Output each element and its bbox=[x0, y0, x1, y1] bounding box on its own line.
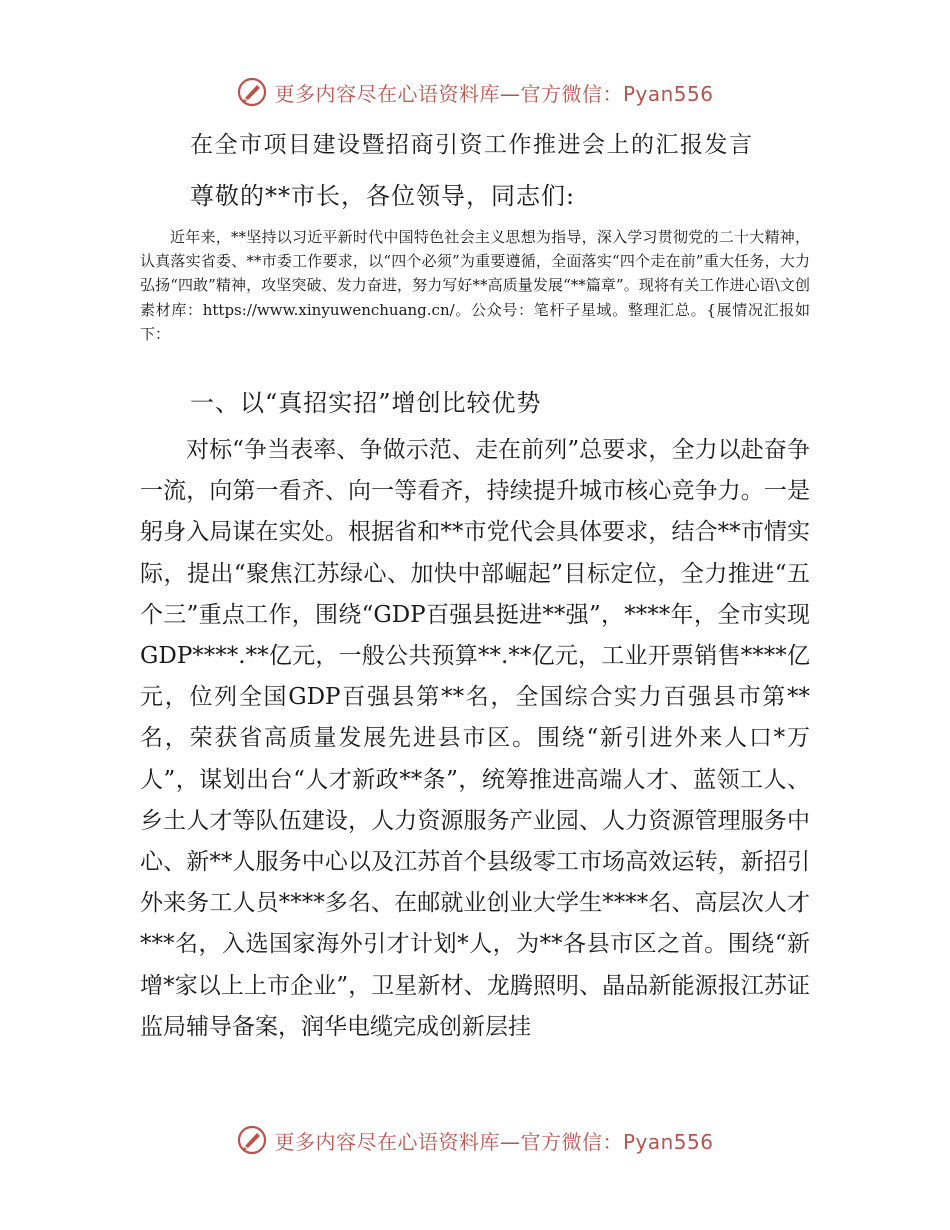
section-heading: 一、以“真招实招”增创比较优势 bbox=[190, 389, 542, 417]
page-title: 在全市项目建设暨招商引资工作推进会上的汇报发言 bbox=[190, 132, 754, 158]
salutation: 尊敬的**市长，各位领导，同志们: bbox=[190, 182, 576, 210]
brush-logo-icon bbox=[236, 76, 268, 108]
header-watermark-text: 更多内容尽在心语资料库—官方微信：Pyan556 bbox=[274, 81, 714, 106]
intro-paragraph: 近年来，**坚持以习近平新时代中国特色社会主义思想为指导，深入学习贯彻党的二十大精神，认真落实省委、**市委工作要求，以“四个必须”为重要遵循，全面落实“四个走在前”重大任务，大力弘扬“四敢”精神，攻坚突破、发力奋进，努力写好**高质量发展“**篇章”。现将有关工作进心语\文创素材库：https://www.xinyuwenchuang.cn/。公众号：笔杆子星域。整理汇总。{展情况汇报如下： bbox=[140, 228, 810, 343]
header-watermark-banner bbox=[0, 72, 950, 112]
brush-logo-icon bbox=[236, 1124, 268, 1156]
footer-watermark-text: 更多内容尽在心语资料库—官方微信：Pyan556 bbox=[274, 1129, 714, 1154]
body-paragraph: 对标“争当表率、争做示范、走在前列”总要求，全力以赴奋争一流，向第一看齐、向一等看齐，持续提升城市核心竞争力。一是躬身入局谋在实处。根据省和**市党代会具体要求，结合**市情实际，提出“聚焦江苏绿心、加快中部崛起”目标定位，全力推进“五个三”重点工作，围绕“GDP百强县挺进**强”，****年，全市实现GDP****.**亿元，一般公共预算**.**亿元，工业开票销售****亿元，位列全国GDP百强县第**名，全国综合实力百强县市第**名，荣获省高质量发展先进县市区。围绕“新引进外来人口*万人”，谋划出台“人才新政**条”，统筹推进高端人才、蓝领工人、乡土人才等队伍建设，人力资源服务产业园、人力资源管理服务中心、新**人服务中心以及江苏首个县级零工市场高效运转，新招引外来务工人员****多名、在邮就业创业大学生****名、高层次人才***名，入选国家海外引才计划*人，为**各县市区之首。围绕“新增*家以上上市企业”，卫星新材、龙腾照明、晶品新能源报江苏证监局辅导备案，润华电缆完成创新层挂 bbox=[140, 437, 810, 1040]
footer-watermark-banner bbox=[0, 1120, 950, 1160]
